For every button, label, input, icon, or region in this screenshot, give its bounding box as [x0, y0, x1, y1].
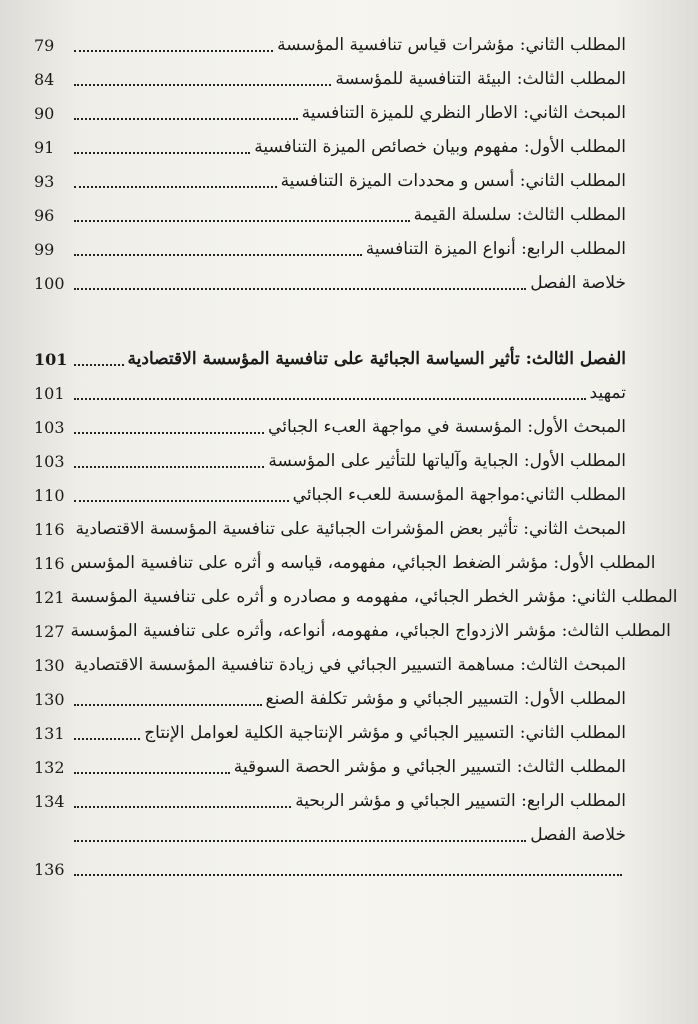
- toc-page-number: 90: [34, 104, 55, 123]
- toc-page-number: 110: [34, 486, 65, 505]
- toc-entry: [34, 612, 671, 646]
- dot-leader: [74, 736, 140, 740]
- toc-entry: [34, 476, 626, 510]
- toc-page-number: 116: [34, 554, 65, 573]
- toc-entry: [34, 196, 626, 230]
- toc-entry-title: تمهيد: [589, 383, 626, 403]
- dot-leader: [74, 150, 250, 154]
- toc-entry: [34, 714, 626, 748]
- toc-entry-title: المطلب الثالث: التسيير الجبائي و مؤشر الحصة السوقية: [233, 757, 626, 777]
- toc-entry: [34, 230, 626, 264]
- dot-leader: [74, 362, 124, 366]
- toc-entry: [34, 162, 626, 196]
- toc-entry: [34, 374, 626, 408]
- toc-entry-title: المطلب الثالث: مؤشر الازدواج الجبائي، مفهومه، أنواعه، وأثره على تنافسية المؤسسة: [70, 621, 671, 641]
- toc-entry-title: المبحث الثاني: تأثير بعض المؤشرات الجبائية على تنافسية المؤسسة الاقتصادية: [75, 519, 626, 539]
- toc-page-number: 101: [34, 350, 68, 369]
- toc-entry: [34, 816, 626, 850]
- dot-leader: [74, 116, 298, 120]
- toc-page-number: 79: [34, 36, 55, 55]
- toc-page-number: 99: [34, 240, 55, 259]
- toc-entry: [34, 680, 626, 714]
- toc-entry: [34, 94, 626, 128]
- toc-entry-title: المطلب الثالث: سلسلة القيمة: [413, 205, 626, 225]
- toc-page-number: 132: [34, 758, 65, 777]
- toc-chapter-title: الفصل الثالث: تأثير السياسة الجبائية على تنافسية المؤسسة الاقتصادية: [127, 349, 626, 369]
- toc-entry: [34, 408, 626, 442]
- toc-entry-title: المطلب الثاني: مؤشر الخطر الجبائي، مفهومه و مصادره و أثره على تنافسية المؤسسة: [70, 587, 678, 607]
- toc-entry: [34, 782, 626, 816]
- toc-entry: [34, 26, 626, 60]
- toc-entry-title: المبحث الثاني: الاطار النظري للميزة التنافسية: [301, 103, 626, 123]
- dot-leader: [74, 702, 262, 706]
- toc-entry-title: المطلب الثاني: أسس و محددات الميزة التنافسية: [280, 171, 626, 191]
- toc-page-number: 101: [34, 384, 65, 403]
- toc-page-number: 84: [34, 70, 55, 89]
- toc-entry-title: خلاصة الفصل: [530, 825, 626, 845]
- toc-page-number: 127: [34, 622, 65, 641]
- toc-page-number: 116: [34, 520, 65, 539]
- toc-entry: [34, 128, 626, 162]
- dot-leader: [74, 218, 410, 222]
- dot-leader: [74, 838, 526, 842]
- toc-entry-title: المبحث الثالث: مساهمة التسيير الجبائي في زيادة تنافسية المؤسسة الاقتصادية: [74, 655, 626, 675]
- dot-leader: [74, 498, 289, 502]
- toc-entry: [34, 442, 626, 476]
- dot-leader: [74, 804, 291, 808]
- dot-leader: [74, 82, 331, 86]
- toc-page-number: 93: [34, 172, 55, 191]
- toc-entry: [34, 544, 656, 578]
- toc-page-number: 121: [34, 588, 65, 607]
- toc-page-number: 130: [34, 656, 65, 675]
- dot-leader: [74, 872, 622, 876]
- toc-page-number: 103: [34, 452, 65, 471]
- toc-entry-title: المطلب الثاني:مواجهة المؤسسة للعبء الجبائي: [292, 485, 626, 505]
- toc-page-number: 91: [34, 138, 55, 157]
- toc-entry-title: خلاصة الفصل: [530, 273, 626, 293]
- toc-chapter-entry: [34, 340, 626, 374]
- toc-page-number: 96: [34, 206, 55, 225]
- toc-entry: [34, 748, 626, 782]
- dot-leader: [74, 48, 273, 52]
- dot-leader: [74, 770, 230, 774]
- dot-leader: [74, 396, 586, 400]
- dot-leader: [74, 184, 277, 188]
- toc-entry-title: المطلب الأول: الجباية وآلياتها للتأثير على المؤسسة: [268, 451, 626, 471]
- toc-entry-title: المطلب الرابع: أنواع الميزة التنافسية: [365, 239, 626, 259]
- toc-entry: [34, 510, 626, 544]
- toc-page-number: 131: [34, 724, 65, 743]
- toc-entry-title: المطلب الأول: التسيير الجبائي و مؤشر تكلفة الصنع: [265, 689, 626, 709]
- toc-page-number: 100: [34, 274, 65, 293]
- dot-leader: [74, 286, 526, 290]
- toc-entry-title: المطلب الثاني: مؤشرات قياس تنافسية المؤسسة: [277, 35, 626, 55]
- toc-entry: [34, 578, 678, 612]
- toc-page-number: 134: [34, 792, 65, 811]
- dot-leader: [74, 430, 264, 434]
- toc-entry-title: المطلب الرابع: التسيير الجبائي و مؤشر الربحية: [295, 791, 626, 811]
- toc-page-number: 136: [34, 860, 65, 879]
- toc-page-number: 103: [34, 418, 65, 437]
- toc-entry-title: المطلب الأول: مفهوم وبيان خصائص الميزة التنافسية: [254, 137, 626, 157]
- toc-entry-title: المطلب الثاني: التسيير الجبائي و مؤشر الإنتاجية الكلية لعوامل الإنتاج: [144, 723, 626, 743]
- toc-page-number: 130: [34, 690, 65, 709]
- toc-entry: [34, 646, 626, 680]
- dot-leader: [74, 464, 264, 468]
- toc-entry: [34, 850, 626, 884]
- dot-leader: [74, 252, 362, 256]
- toc-entry: [34, 60, 626, 94]
- toc-entry: [34, 264, 626, 298]
- toc-entry-title: المبحث الأول: المؤسسة في مواجهة العبء الجبائي: [268, 417, 626, 437]
- toc-entry-title: المطلب الثالث: البيئة التنافسية للمؤسسة: [335, 69, 626, 89]
- toc-entry-title: المطلب الأول: مؤشر الضغط الجبائي، مفهومه، قياسه و أثره على تنافسية المؤسس: [70, 553, 656, 573]
- table-of-contents: [34, 26, 678, 884]
